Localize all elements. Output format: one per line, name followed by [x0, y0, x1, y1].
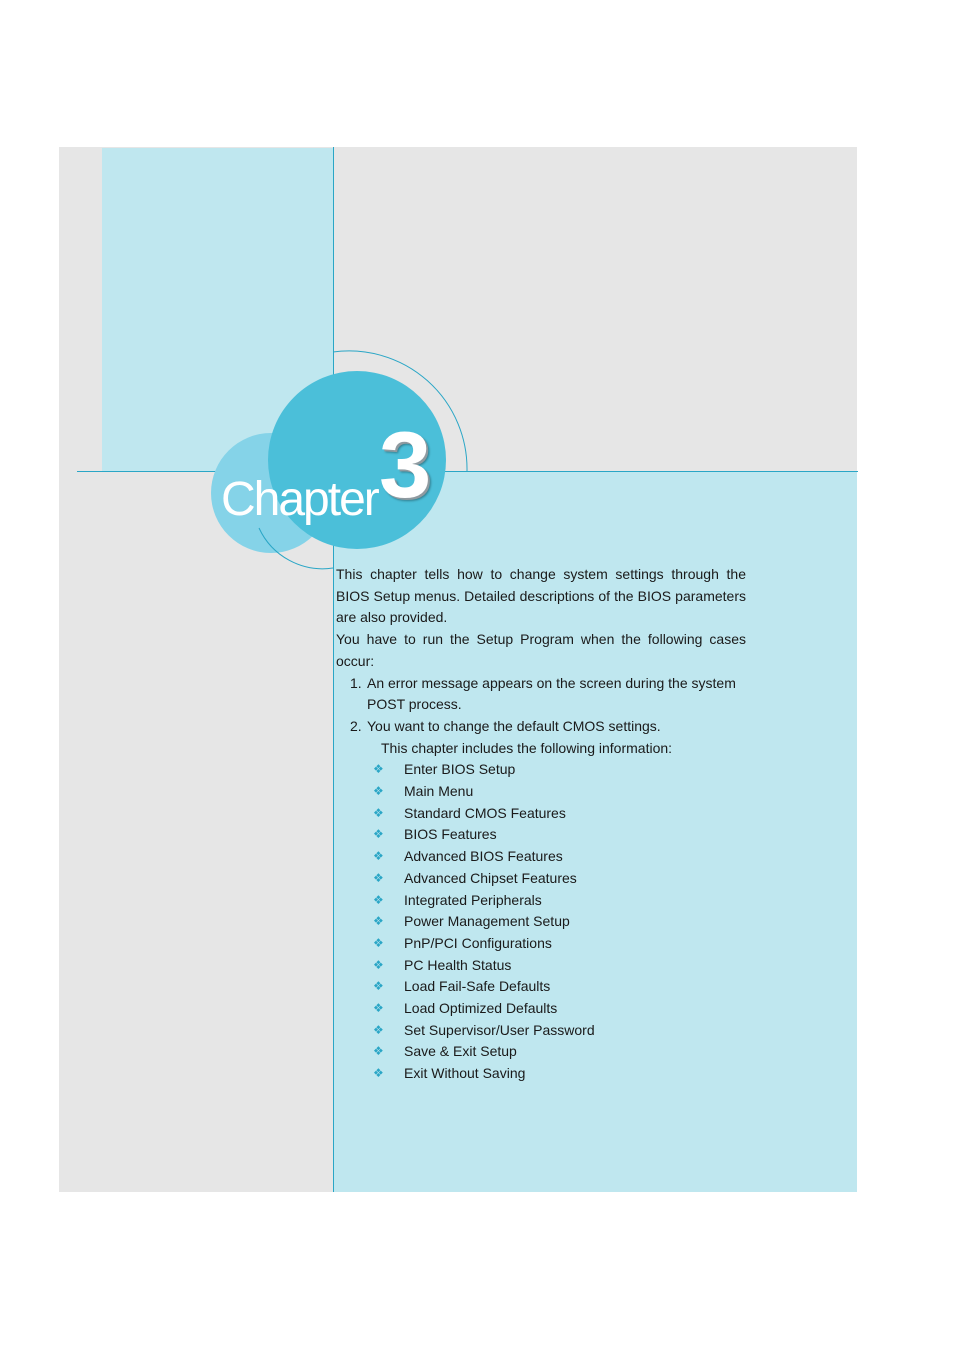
diamond-bullet-icon: ❖ [373, 849, 384, 864]
topic-item [336, 933, 746, 955]
diamond-bullet-icon: ❖ [373, 957, 384, 972]
topic-label: Main Menu [404, 783, 474, 800]
topic-label: Advanced BIOS Features [404, 848, 563, 865]
topic-label: BIOS Features [404, 826, 497, 843]
topic-item [336, 890, 746, 912]
topic-item [336, 1063, 746, 1085]
topic-label: Standard CMOS Features [404, 804, 566, 821]
diamond-bullet-icon: ❖ [373, 762, 384, 777]
intro-paragraph: This chapter tells how to change system settings through the BIOS Setup menus. Detailed descriptions of the BIOS parameters are also provided. [336, 566, 746, 626]
topic-item [336, 803, 746, 825]
diamond-bullet-icon: ❖ [373, 1044, 384, 1059]
cases-list [336, 673, 746, 738]
topic-item [336, 759, 746, 781]
chapter-number: 3 [379, 412, 432, 517]
item-text: You want to change the default CMOS settings. [367, 717, 661, 734]
topic-label: Enter BIOS Setup [404, 761, 516, 778]
diamond-bullet-icon: ❖ [373, 914, 384, 929]
diamond-bullet-icon: ❖ [373, 892, 384, 907]
diamond-bullet-icon: ❖ [373, 805, 384, 820]
item-text: An error message appears on the screen during the system POST process. [367, 674, 736, 713]
topic-label: Set Supervisor/User Password [404, 1021, 595, 1038]
cases-paragraph: You have to run the Setup Program when the following cases occur: [336, 631, 746, 669]
diamond-bullet-icon: ❖ [373, 979, 384, 994]
chapter-label: Chapter [221, 473, 378, 526]
diamond-bullet-icon: ❖ [373, 870, 384, 885]
topic-label: Advanced Chipset Features [404, 869, 577, 886]
list-item [336, 716, 746, 738]
topic-item [336, 824, 746, 846]
topic-label: Load Optimized Defaults [404, 1000, 558, 1017]
includes-line: This chapter includes the following information: [381, 739, 673, 756]
topics-list [336, 759, 746, 1085]
topic-label: Load Fail-Safe Defaults [404, 978, 551, 995]
topic-item [336, 955, 746, 977]
diamond-bullet-icon: ❖ [373, 935, 384, 950]
topic-item [336, 846, 746, 868]
topic-label: Integrated Peripherals [404, 891, 542, 908]
diamond-bullet-icon: ❖ [373, 1066, 384, 1081]
item-number: 2. [350, 717, 362, 734]
diamond-bullet-icon: ❖ [373, 1022, 384, 1037]
chapter-intro [336, 564, 746, 1085]
diamond-bullet-icon: ❖ [373, 827, 384, 842]
topic-label: PnP/PCI Configurations [404, 934, 552, 951]
topic-label: Exit Without Saving [404, 1065, 526, 1082]
topic-item [336, 868, 746, 890]
topic-item [336, 1041, 746, 1063]
diamond-bullet-icon: ❖ [373, 784, 384, 799]
topic-item [336, 781, 746, 803]
topic-item [336, 1020, 746, 1042]
topic-item [336, 911, 746, 933]
topic-label: Save & Exit Setup [404, 1043, 517, 1060]
diamond-bullet-icon: ❖ [373, 1001, 384, 1016]
item-number: 1. [350, 674, 362, 691]
topic-label: Power Management Setup [404, 913, 570, 930]
topic-item [336, 998, 746, 1020]
topic-item [336, 976, 746, 998]
topic-label: PC Health Status [404, 956, 512, 973]
list-item [336, 673, 746, 716]
